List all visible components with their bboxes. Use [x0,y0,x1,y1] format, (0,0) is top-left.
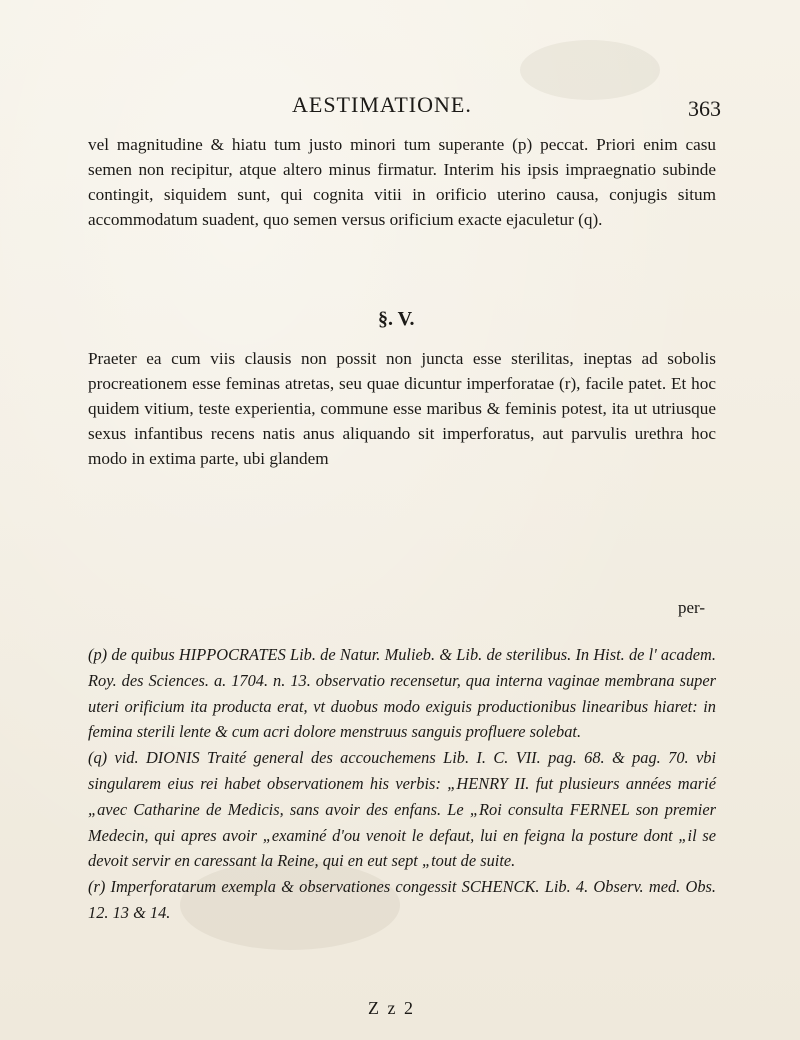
section-heading: §. V. [378,308,415,330]
page-header [0,92,800,128]
footnote-r: (r) Imperforatarum exempla & observationes congessit SCHENCK. Lib. 4. Observ. med. Obs. 12. 13 & 14. [88,877,716,922]
running-title: AESTIMATIONE. [292,92,472,117]
footnote-q: (q) vid. DIONIS Traité general des accouchemens Lib. I. C. VII. pag. 68. & pag. 70. vbi singularem eius rei habet observationem his verbis: „HENRY II. fut plusieurs années marié „avec Catharine de Medicis, sans avoir des enfans. Le „Roi consulta FERNEL son premier Medecin, qui apres avoir „examiné d'ou venoit le defaut, lui en feigna la posture dont „il se devoit servir en caressant la Reine, qui en eut sept „tout de suite. [88,748,716,871]
signature-mark: Z z 2 [368,998,415,1018]
footnote-p: (p) de quibus HIPPOCRATES Lib. de Natur. Mulieb. & Lib. de sterilibus. In Hist. de l' academ. Roy. des Sciences. a. 1704. n. 13. observatio recensetur, qua interna vaginae membrana super uteri orificium ita producta erat, vt duobus modo exiguis productionibus linearibus hiaret: in femina sterili lente & cum acri dolore menstruus sanguis profluere solebat. [88,645,716,742]
page-number: 363 [688,96,721,121]
paragraph-1: vel magnitudine & hiatu tum justo minori tum superante (p) peccat. Priori enim casu semen non recipitur, atque altero minus firmatur. Interim his ipsis impraegnatio subinde contingit, siquidem sunt, qui cognita vitii in orificio uterino causa, conjugis situm accommodatum suadent, quo semen versus orificium exacte ejaculetur (q). [88,135,716,229]
catchword: per- [678,598,706,617]
paragraph-2: Praeter ea cum viis clausis non possit non juncta esse sterilitas, ineptas ad sobolis procreationem esse feminas atretas, seu quae dicuntur imperforatae (r), facile patet. Et hoc quidem vitium, teste experientia, commune esse maribus & feminis potest, ita ut utriusque sexus infantibus recens natis anus aliquando sit imperforatus, aut parvulis urethra hoc modo in extima parte, ubi glandem [88,349,716,468]
footnotes [88,642,716,926]
paper-stain [520,40,660,100]
